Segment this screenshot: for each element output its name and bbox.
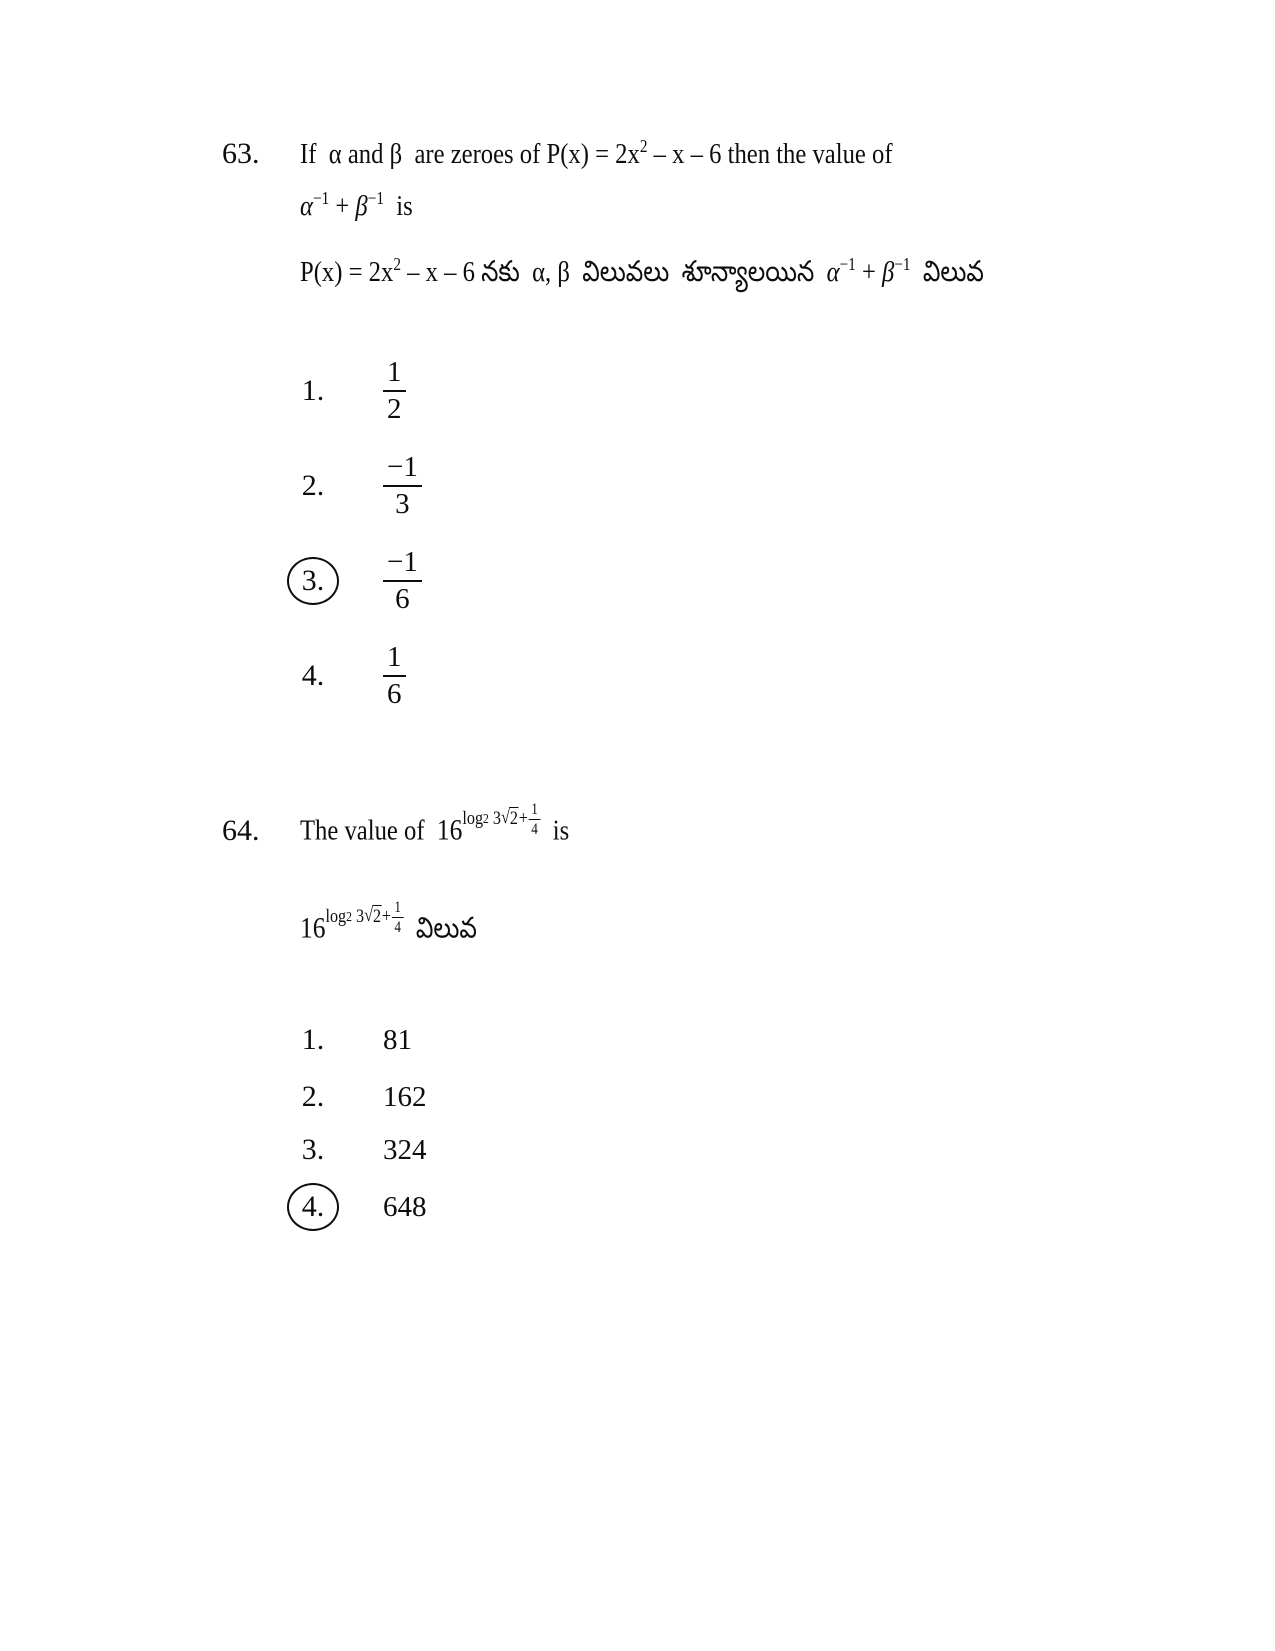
alpha-symbol: α: [826, 255, 840, 288]
option-4-label-text: 4.: [301, 659, 325, 693]
fraction-denominator: 2: [387, 393, 402, 426]
power-exponent: [326, 898, 404, 935]
log-text: log: [325, 905, 347, 927]
option-2-value: 162: [383, 1080, 427, 1113]
exponent-fraction: [392, 899, 404, 936]
option-1-value: 81: [383, 1023, 412, 1056]
log-base: 2: [483, 810, 489, 826]
option-label-cell: [300, 1016, 383, 1064]
alpha-exponent: −1: [839, 254, 856, 274]
option-2-label-text: 2.: [301, 469, 325, 503]
fraction-denominator: 3: [395, 488, 410, 521]
fraction-numerator: 1: [383, 642, 406, 677]
question-63-text-pre: If α and β are zeroes of P(x) = 2x: [300, 137, 640, 170]
coefficient: 3: [355, 905, 365, 927]
is-text: is: [540, 814, 570, 847]
option-1-label-text: 1.: [301, 374, 325, 408]
telugu-mid: – x – 6 నకు α, β విలువలు శూన్యాలయిన: [400, 255, 827, 288]
fraction-numerator: 1: [383, 357, 406, 392]
question-64-option-4: [300, 1182, 427, 1232]
plus-sign: +: [329, 189, 356, 222]
fraction-numerator: −1: [383, 547, 422, 582]
beta-exponent: −1: [894, 254, 911, 274]
option-2-fraction: [383, 452, 422, 521]
question-64-option-1: [300, 1015, 412, 1065]
plus-sign: +: [518, 807, 528, 829]
power-expression: [300, 898, 404, 946]
coefficient: 3: [492, 807, 501, 829]
beta-symbol: β: [882, 255, 895, 288]
option-label-cell: [300, 1183, 383, 1231]
question-64-text-pre: The value of: [300, 814, 437, 847]
beta-symbol: β: [355, 189, 368, 222]
question-64-option-2: [300, 1072, 427, 1122]
question-63-option-3: [300, 547, 422, 616]
question-64-text-telugu-line: [300, 898, 508, 953]
question-63-text-english: [300, 136, 893, 171]
power-expression: [437, 800, 541, 848]
power-base: 16: [436, 813, 463, 847]
plus-sign: +: [381, 905, 391, 927]
question-63-text-post: – x – 6 then the value of: [647, 137, 893, 170]
question-63-option-1: [300, 357, 406, 426]
power-exponent: [462, 800, 540, 837]
option-4-label: [287, 652, 339, 700]
option-label-cell: [300, 1126, 383, 1174]
telugu-pre: P(x) = 2x: [300, 255, 394, 288]
question-63-text-telugu-line: [300, 254, 1105, 296]
exponent-2: 2: [639, 136, 648, 156]
question-63-expression-line: [300, 188, 433, 223]
question-64-header: [222, 800, 617, 848]
log-text: log: [462, 807, 484, 829]
option-4-label-text: 4.: [301, 1190, 325, 1223]
option-4-value: 648: [383, 1190, 427, 1223]
question-64-text-telugu: [300, 898, 477, 953]
option-3-value: 324: [383, 1133, 427, 1166]
option-label-cell: [300, 652, 383, 700]
fraction-denominator: 4: [394, 919, 402, 937]
log-base: 2: [346, 908, 352, 924]
question-64-text-english: [300, 800, 569, 848]
option-label-cell: [300, 557, 383, 605]
fraction-numerator: 1: [392, 899, 404, 918]
question-64-option-3: [300, 1125, 427, 1175]
radical-sign: √: [364, 905, 373, 927]
option-4-fraction: [383, 642, 406, 711]
question-63-option-2: [300, 452, 422, 521]
option-3-fraction: [383, 547, 422, 616]
question-64-number: 64.: [222, 813, 260, 847]
option-label-cell: [300, 462, 383, 510]
radical-sign: √: [500, 807, 510, 829]
radicand: 2: [372, 906, 382, 928]
exponent-2: 2: [393, 254, 401, 274]
is-text: is: [383, 189, 413, 222]
option-4-label-circled: [287, 1183, 339, 1231]
radicand: 2: [509, 808, 518, 830]
question-63-option-4: [300, 642, 406, 711]
option-3-label-text: 3.: [301, 1133, 325, 1166]
alpha-symbol: α: [300, 189, 313, 222]
fraction-denominator: 4: [531, 821, 538, 839]
option-1-label-text: 1.: [301, 1023, 325, 1056]
fraction-denominator: 6: [395, 583, 410, 616]
option-label-cell: [300, 1073, 383, 1121]
option-3-label: [287, 1126, 339, 1174]
question-63-number: 63.: [222, 136, 260, 170]
fraction-numerator: 1: [529, 801, 541, 820]
option-2-label-text: 2.: [301, 1080, 325, 1113]
fraction-denominator: 6: [387, 678, 402, 711]
option-2-label: [287, 462, 339, 510]
square-root: [364, 905, 382, 928]
question-63-header: [222, 136, 997, 171]
telugu-suffix: విలువ: [403, 912, 477, 945]
option-1-label: [287, 367, 339, 415]
option-3-label-text: 3.: [301, 564, 325, 598]
alpha-beta-inverse-expression: [300, 188, 413, 223]
option-2-label: [287, 1073, 339, 1121]
option-1-fraction: [383, 357, 406, 426]
square-root: [501, 807, 519, 830]
telugu-suffix: విలువ: [910, 255, 984, 288]
beta-exponent: −1: [367, 188, 384, 208]
fraction-numerator: −1: [383, 452, 422, 487]
exponent-fraction: [529, 801, 541, 838]
question-63-text-telugu: [300, 254, 984, 296]
power-base: 16: [300, 911, 326, 945]
alpha-exponent: −1: [312, 188, 330, 208]
option-3-label-circled: [287, 557, 339, 605]
option-label-cell: [300, 367, 383, 415]
option-1-label: [287, 1016, 339, 1064]
plus-sign: +: [855, 255, 883, 288]
